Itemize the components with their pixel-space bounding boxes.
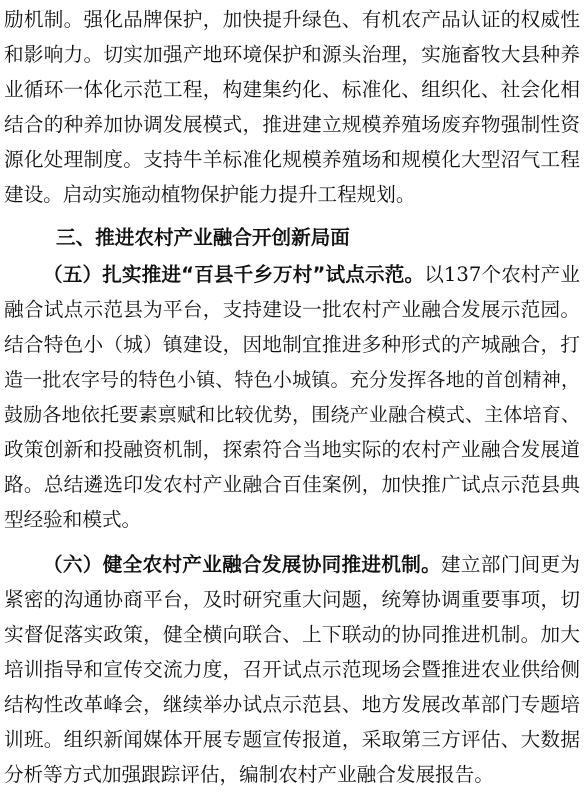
paragraph-first-rest: 建立部门间更为 bbox=[441, 553, 581, 576]
text-line: 结构性改革峰会，继续举办试点示范县、地方发展改革部门专题培 bbox=[4, 693, 580, 716]
text-line: 建设。启动实施动植物保护能力提升工程规划。 bbox=[4, 183, 416, 206]
text-line: 政策创新和投融资机制，探索符合当地实际的农村产业融合发展道 bbox=[4, 438, 580, 461]
text-line: 培训指导和宣传交流力度，召开试点示范现场会暨推进农业供给侧 bbox=[4, 658, 580, 681]
paragraph-lead: （六）健全农村产业融合发展协同推进机制。 bbox=[43, 553, 442, 576]
text-line: 业循环一体化示范工程，构建集约化、标准化、组织化、社会化相 bbox=[4, 78, 580, 101]
text-line: 紧密的沟通协商平台，及时研究重大问题，统筹协调重要事项，切 bbox=[4, 588, 580, 611]
text-line-first bbox=[0, 548, 584, 582]
text-line: 训班。组织新闻媒体开展专题宣传报道，采取第三方评估、大数据 bbox=[4, 728, 580, 751]
text-line-first bbox=[0, 258, 584, 292]
text-line: 鼓励各地依托要素禀赋和比较优势，围绕产业融合模式、主体培育、 bbox=[4, 404, 580, 426]
section-heading: 三、推进农村产业融合开创新局面 bbox=[56, 226, 350, 249]
text-line: 造一批农字号的特色小镇、特色小城镇。充分发挥各地的首创精神， bbox=[4, 369, 580, 391]
text-line: 分析等方式加强跟踪评估，编制农村产业融合发展报告。 bbox=[4, 763, 494, 786]
text-line: 源化处理制度。支持牛羊标准化规模养殖场和规模化大型沼气工程 bbox=[4, 148, 580, 171]
text-line: 结合的种养加协调发展模式，推进建立规模养殖场废弃物强制性资 bbox=[4, 113, 580, 136]
text-line: 融合试点示范县为平台，支持建设一批农村产业融合发展示范园。 bbox=[4, 298, 580, 321]
text-line: 实督促落实政策，健全横向联合、上下联动的协同推进机制。加大 bbox=[4, 623, 580, 646]
text-line: 励机制。强化品牌保护，加快提升绿色、有机农产品认证的权威性 bbox=[4, 8, 580, 31]
text-line: 结合特色小（城）镇建设，因地制宜推进多种形式的产城融合，打 bbox=[4, 333, 580, 356]
paragraph-lead: （五）扎实推进“百县千乡万村”试点示范。 bbox=[43, 263, 425, 286]
text-line: 路。总结遴选印发农村产业融合百佳案例，加快推广试点示范县典 bbox=[4, 473, 580, 496]
paragraph-first-rest: 以137个农村产业 bbox=[424, 263, 580, 286]
text-line: 型经验和模式。 bbox=[4, 508, 142, 531]
text-line: 和影响力。切实加强产地环境保护和源头治理，实施畜牧大县种养 bbox=[4, 43, 580, 66]
